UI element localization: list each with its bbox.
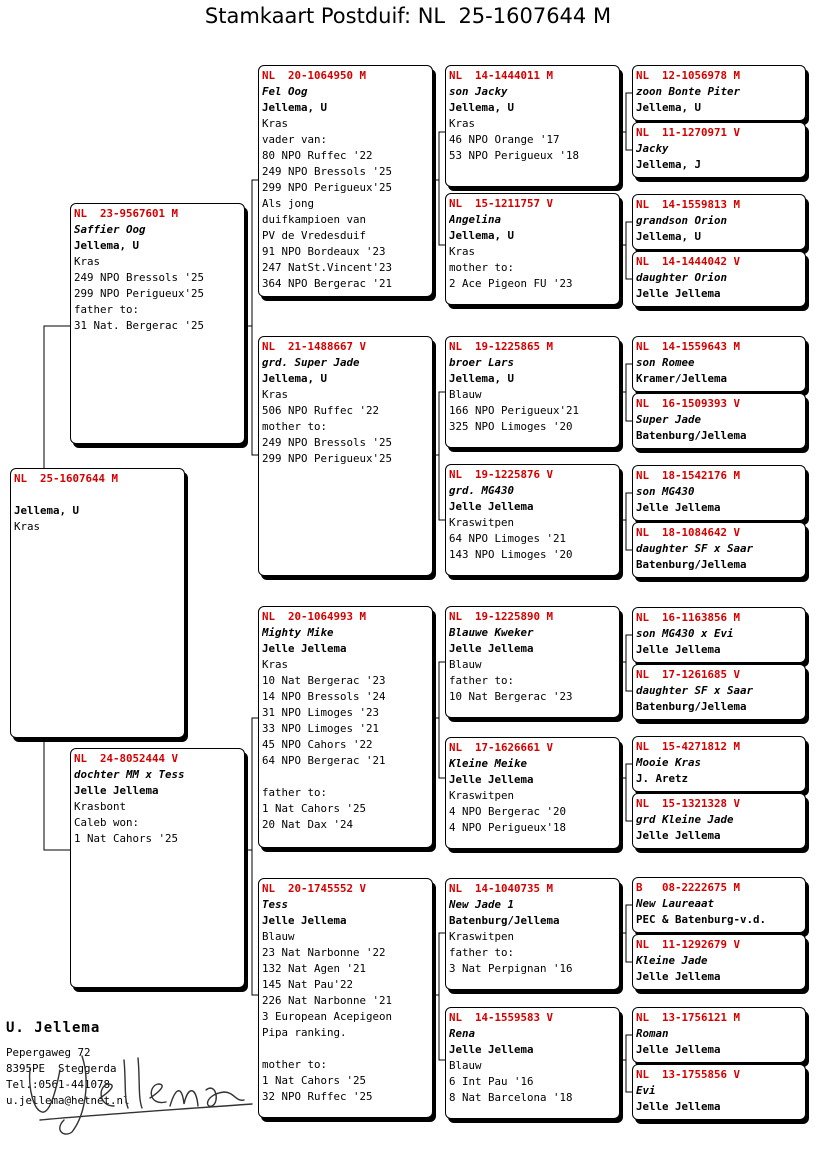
pigeon-card-p15 [632, 65, 806, 121]
pigeon-detail: 23 Nat Narbonne '22 [262, 946, 386, 959]
pigeon-name: New Laureaat [636, 897, 715, 910]
pigeon-name: Saffier Oog [74, 223, 146, 236]
pigeon-name: son Romee [636, 356, 695, 369]
pigeon-card-p27 [632, 877, 806, 933]
pigeon-detail: 6 Int Pau '16 [449, 1075, 534, 1088]
pigeon-name: Blauwe Kweker [449, 626, 534, 639]
pigeon-detail: 299 NPO Perigueux'25 [74, 287, 205, 300]
pigeon-card-p7 [445, 65, 620, 187]
ring-number: NL 19-1225890 M [449, 610, 554, 623]
pigeon-detail: 3 Nat Perpignan '16 [449, 962, 573, 975]
pigeon-owner: J. Aretz [636, 772, 689, 785]
ring-number: NL 24-8052444 V [74, 752, 179, 765]
pigeon-detail: Kraswitpen [449, 789, 515, 802]
pigeon-name: Evi [636, 1084, 656, 1097]
pigeon-name: daughter SF x Saar [636, 542, 754, 555]
breeder-address: Pepergaweg 72 [6, 1046, 91, 1059]
pigeon-detail: 45 NPO Cahors '22 [262, 738, 373, 751]
handwritten-signature [20, 1050, 260, 1140]
pigeon-detail: 132 Nat Agen '21 [262, 962, 367, 975]
pigeon-detail: 247 NatSt.Vincent'23 [262, 261, 393, 274]
ring-number: NL 14-1444011 M [449, 69, 554, 82]
pigeon-detail: 20 Nat Dax '24 [262, 818, 354, 831]
pigeon-owner: Jellema, U [449, 229, 515, 242]
ring-number: NL 12-1056978 M [636, 69, 741, 82]
pigeon-owner: Jelle Jellema [449, 642, 534, 655]
ring-number: NL 14-1559813 M [636, 198, 741, 211]
pigeon-detail: 299 NPO Perigueux'25 [262, 181, 393, 194]
pigeon-detail: Pipa ranking. [262, 1026, 347, 1039]
pigeon-owner: Jelle Jellema [449, 1043, 534, 1056]
pigeon-owner: Jelle Jellema [74, 784, 159, 797]
pigeon-owner: PEC & Batenburg-v.d. [636, 913, 767, 926]
pigeon-detail: 4 NPO Perigueux'18 [449, 821, 567, 834]
pigeon-name: daughter Orion [636, 271, 728, 284]
pigeon-detail: 249 NPO Bressols '25 [262, 165, 393, 178]
pigeon-detail [262, 1041, 429, 1057]
pigeon-detail: 10 Nat Bergerac '23 [449, 690, 573, 703]
breeder-phone: Tel.:0561-441078 [6, 1078, 111, 1091]
pigeon-detail: Blauw [449, 658, 482, 671]
pigeon-owner: Jelle Jellema [262, 642, 347, 655]
pigeon-owner: Jelle Jellema [449, 773, 534, 786]
pigeon-name: Mighty Mike [262, 626, 334, 639]
ring-number: NL 18-1542176 M [636, 469, 741, 482]
pigeon-card-p23 [632, 607, 806, 663]
pigeon-card-p11 [445, 606, 620, 718]
pigeon-detail: 14 NPO Bressols '24 [262, 690, 386, 703]
pigeon-name: zoon Bonte Piter [636, 85, 741, 98]
ring-number: NL 14-1559583 V [449, 1011, 554, 1024]
pigeon-owner: Jellema, U [636, 101, 702, 114]
pigeon-card-p24 [632, 664, 806, 720]
pigeon-detail: Kras [449, 245, 476, 258]
ring-number: NL 20-1064993 M [262, 610, 367, 623]
pigeon-detail: 32 NPO Ruffec '25 [262, 1090, 373, 1103]
ring-number: NL 20-1064950 M [262, 69, 367, 82]
pigeon-owner: Kramer/Jellema [636, 372, 728, 385]
pigeon-detail: Kraswitpen [449, 930, 515, 943]
pigeon-detail: Kras [14, 520, 41, 533]
pigeon-name: son MG430 x Evi [636, 627, 734, 640]
pigeon-detail: Kras [262, 117, 289, 130]
pigeon-detail: Blauw [262, 930, 295, 943]
pigeon-owner: Jellema, U [636, 230, 702, 243]
pigeon-detail: mother to: [262, 1058, 328, 1071]
ring-number: NL 20-1745552 V [262, 882, 367, 895]
pigeon-detail: 325 NPO Limoges '20 [449, 420, 573, 433]
pigeon-owner: Jellema, U [449, 372, 515, 385]
pigeon-detail: 46 NPO Orange '17 [449, 133, 560, 146]
pigeon-name: broer Lars [449, 356, 515, 369]
pigeon-detail: 31 Nat. Bergerac '25 [74, 319, 205, 332]
pigeon-name: Kleine Meike [449, 757, 528, 770]
pigeon-card-p6 [258, 878, 433, 1118]
pigeon-owner: Batenburg/Jellema [636, 558, 747, 571]
pigeon-name: Angelina [449, 213, 502, 226]
pigeon-card-p10 [445, 464, 620, 576]
pigeon-detail: 53 NPO Perigueux '18 [449, 149, 580, 162]
pigeon-owner: Jellema, U [449, 101, 515, 114]
pigeon-owner: Batenburg/Jellema [636, 429, 747, 442]
pigeon-card-p16 [632, 122, 806, 178]
pigeon-name: Mooie Kras [636, 756, 702, 769]
pigeon-detail: 226 Nat Narbonne '21 [262, 994, 393, 1007]
pigeon-detail: 64 NPO Limoges '21 [449, 532, 567, 545]
ring-number: NL 11-1270971 V [636, 126, 741, 139]
pigeon-detail: Krasbont [74, 800, 127, 813]
pigeon-detail: 8 Nat Barcelona '18 [449, 1091, 573, 1104]
pigeon-name: dochter MM x Tess [74, 768, 185, 781]
pigeon-detail: 143 NPO Limoges '20 [449, 548, 573, 561]
pigeon-detail: 299 NPO Perigueux'25 [262, 452, 393, 465]
ring-number: NL 15-4271812 M [636, 740, 741, 753]
pigeon-owner: Jelle Jellema [636, 643, 721, 656]
pigeon-card-p14 [445, 1007, 620, 1119]
breeder-postal: 8395PE Steggerda [6, 1062, 117, 1075]
pigeon-card-p18 [632, 251, 806, 307]
pigeon-name: Kleine Jade [636, 954, 708, 967]
pigeon-card-p29 [632, 1007, 806, 1063]
pigeon-detail: 166 NPO Perigueux'21 [449, 404, 580, 417]
pigeon-owner: Jellema, U [74, 239, 140, 252]
pigeon-owner: Jellema, U [262, 372, 328, 385]
pigeon-owner: Jelle Jellema [636, 1100, 721, 1113]
pigeon-card-p30 [632, 1064, 806, 1120]
pigeon-name: daughter SF x Saar [636, 684, 754, 697]
pigeon-card-p21 [632, 465, 806, 521]
pigeon-detail: 3 European Acepigeon [262, 1010, 393, 1023]
pigeon-owner: Jelle Jellema [636, 1043, 721, 1056]
ring-number: NL 19-1225865 M [449, 340, 554, 353]
ring-number: NL 14-1444042 V [636, 255, 741, 268]
ring-number: NL 19-1225876 V [449, 468, 554, 481]
pigeon-detail: duifkampioen van [262, 213, 367, 226]
ring-number: NL 16-1509393 V [636, 397, 741, 410]
pigeon-card-p13 [445, 878, 620, 990]
ring-number: NL 17-1261685 V [636, 668, 741, 681]
pigeon-owner: Jelle Jellema [636, 501, 721, 514]
pigeon-detail: father to: [74, 303, 140, 316]
pigeon-name: Roman [636, 1027, 669, 1040]
pigeon-owner: Jelle Jellema [636, 287, 721, 300]
pigeon-detail: 91 NPO Bordeaux '23 [262, 245, 386, 258]
pigeon-owner: Jelle Jellema [636, 970, 721, 983]
ring-number: NL 17-1626661 V [449, 741, 554, 754]
pigeon-detail: 1 Nat Cahors '25 [262, 802, 367, 815]
pigeon-detail: Kras [262, 388, 289, 401]
pigeon-card-p0 [10, 468, 185, 738]
breeder-name: U. Jellema [6, 1020, 101, 1036]
pigeon-owner: Jelle Jellema [449, 500, 534, 513]
ring-number: NL 13-1756121 M [636, 1011, 741, 1024]
pigeon-owner: Jellema, J [636, 158, 702, 171]
page-title: Stamkaart Postduif: NL 25-1607644 M [204, 4, 612, 28]
pigeon-detail: 64 NPO Bergerac '21 [262, 754, 386, 767]
pigeon-owner: Jellema, U [262, 101, 328, 114]
pigeon-name: grandson Orion [636, 214, 728, 227]
pigeon-name: grd. MG430 [449, 484, 515, 497]
pigeon-name: New Jade 1 [449, 898, 515, 911]
pigeon-owner: Batenburg/Jellema [636, 700, 747, 713]
ring-number: NL 15-1211757 V [449, 197, 554, 210]
pigeon-name: Jacky [636, 142, 669, 155]
pigeon-detail [262, 769, 429, 785]
pigeon-name: grd Kleine Jade [636, 813, 734, 826]
pigeon-name: son MG430 [636, 485, 695, 498]
pigeon-detail: 364 NPO Bergerac '21 [262, 277, 393, 290]
pigeon-card-p4 [258, 336, 433, 576]
pigeon-card-p3 [258, 65, 433, 297]
pigeon-detail: Blauw [449, 1059, 482, 1072]
pigeon-detail: mother to: [262, 420, 328, 433]
pigeon-detail: 1 Nat Cahors '25 [74, 832, 179, 845]
pigeon-detail: 31 NPO Limoges '23 [262, 706, 380, 719]
pigeon-detail: Als jong [262, 197, 315, 210]
ring-number: NL 15-1321328 V [636, 797, 741, 810]
pigeon-detail: 249 NPO Bressols '25 [74, 271, 205, 284]
pigeon-detail: 249 NPO Bressols '25 [262, 436, 393, 449]
pigeon-detail: father to: [449, 674, 515, 687]
pigeon-card-p28 [632, 934, 806, 990]
pigeon-detail: Kras [74, 255, 101, 268]
pigeon-detail: 2 Ace Pigeon FU '23 [449, 277, 573, 290]
ring-number: NL 25-1607644 M [14, 472, 119, 485]
pigeon-detail: 33 NPO Limoges '21 [262, 722, 380, 735]
pigeon-name: Super Jade [636, 413, 702, 426]
pigeon-detail: 10 Nat Bergerac '23 [262, 674, 386, 687]
pigeon-card-p26 [632, 793, 806, 849]
pigeon-name: Rena [449, 1027, 476, 1040]
pigeon-card-p8 [445, 193, 620, 305]
ring-number: NL 11-1292679 V [636, 938, 741, 951]
ring-number: NL 16-1163856 M [636, 611, 741, 624]
pigeon-owner: Batenburg/Jellema [449, 914, 560, 927]
ring-number: NL 21-1488667 V [262, 340, 367, 353]
pigeon-detail: Kraswitpen [449, 516, 515, 529]
pigeon-detail: Blauw [449, 388, 482, 401]
pigeon-owner: Jellema, U [14, 504, 80, 517]
pigeon-card-p20 [632, 393, 806, 449]
pigeon-detail: 506 NPO Ruffec '22 [262, 404, 380, 417]
pigeon-owner: Jelle Jellema [262, 914, 347, 927]
pigeon-detail: 4 NPO Bergerac '20 [449, 805, 567, 818]
breeder-email[interactable]: u.jellema@hetnet.nl [6, 1094, 130, 1107]
ring-number: B 08-2222675 M [636, 881, 741, 894]
pigeon-name: son Jacky [449, 85, 508, 98]
pigeon-detail: father to: [449, 946, 515, 959]
pigeon-name [14, 487, 181, 503]
pigeon-detail: Kras [262, 658, 289, 671]
pigeon-name: Fel Oog [262, 85, 308, 98]
pigeon-card-p2 [70, 748, 245, 988]
pigeon-detail: mother to: [449, 261, 515, 274]
pigeon-card-p19 [632, 336, 806, 392]
pigeon-card-p9 [445, 336, 620, 448]
pigeon-detail: Kras [449, 117, 476, 130]
pigeon-detail: 1 Nat Cahors '25 [262, 1074, 367, 1087]
pigeon-detail: Caleb won: [74, 816, 140, 829]
ring-number: NL 14-1040735 M [449, 882, 554, 895]
pigeon-card-p1 [70, 203, 245, 444]
pigeon-detail: PV de Vredesduif [262, 229, 367, 242]
pigeon-card-p5 [258, 606, 433, 848]
ring-number: NL 18-1084642 V [636, 526, 741, 539]
pigeon-card-p12 [445, 737, 620, 849]
pigeon-name: grd. Super Jade [262, 356, 360, 369]
pigeon-card-p25 [632, 736, 806, 792]
ring-number: NL 23-9567601 M [74, 207, 179, 220]
ring-number: NL 14-1559643 M [636, 340, 741, 353]
pigeon-detail: father to: [262, 786, 328, 799]
pigeon-card-p22 [632, 522, 806, 578]
pigeon-card-p17 [632, 194, 806, 250]
pigeon-detail: vader van: [262, 133, 328, 146]
pigeon-detail: 80 NPO Ruffec '22 [262, 149, 373, 162]
pigeon-owner: Jelle Jellema [636, 829, 721, 842]
pigeon-detail: 145 Nat Pau'22 [262, 978, 354, 991]
ring-number: NL 13-1755856 V [636, 1068, 741, 1081]
pigeon-name: Tess [262, 898, 289, 911]
